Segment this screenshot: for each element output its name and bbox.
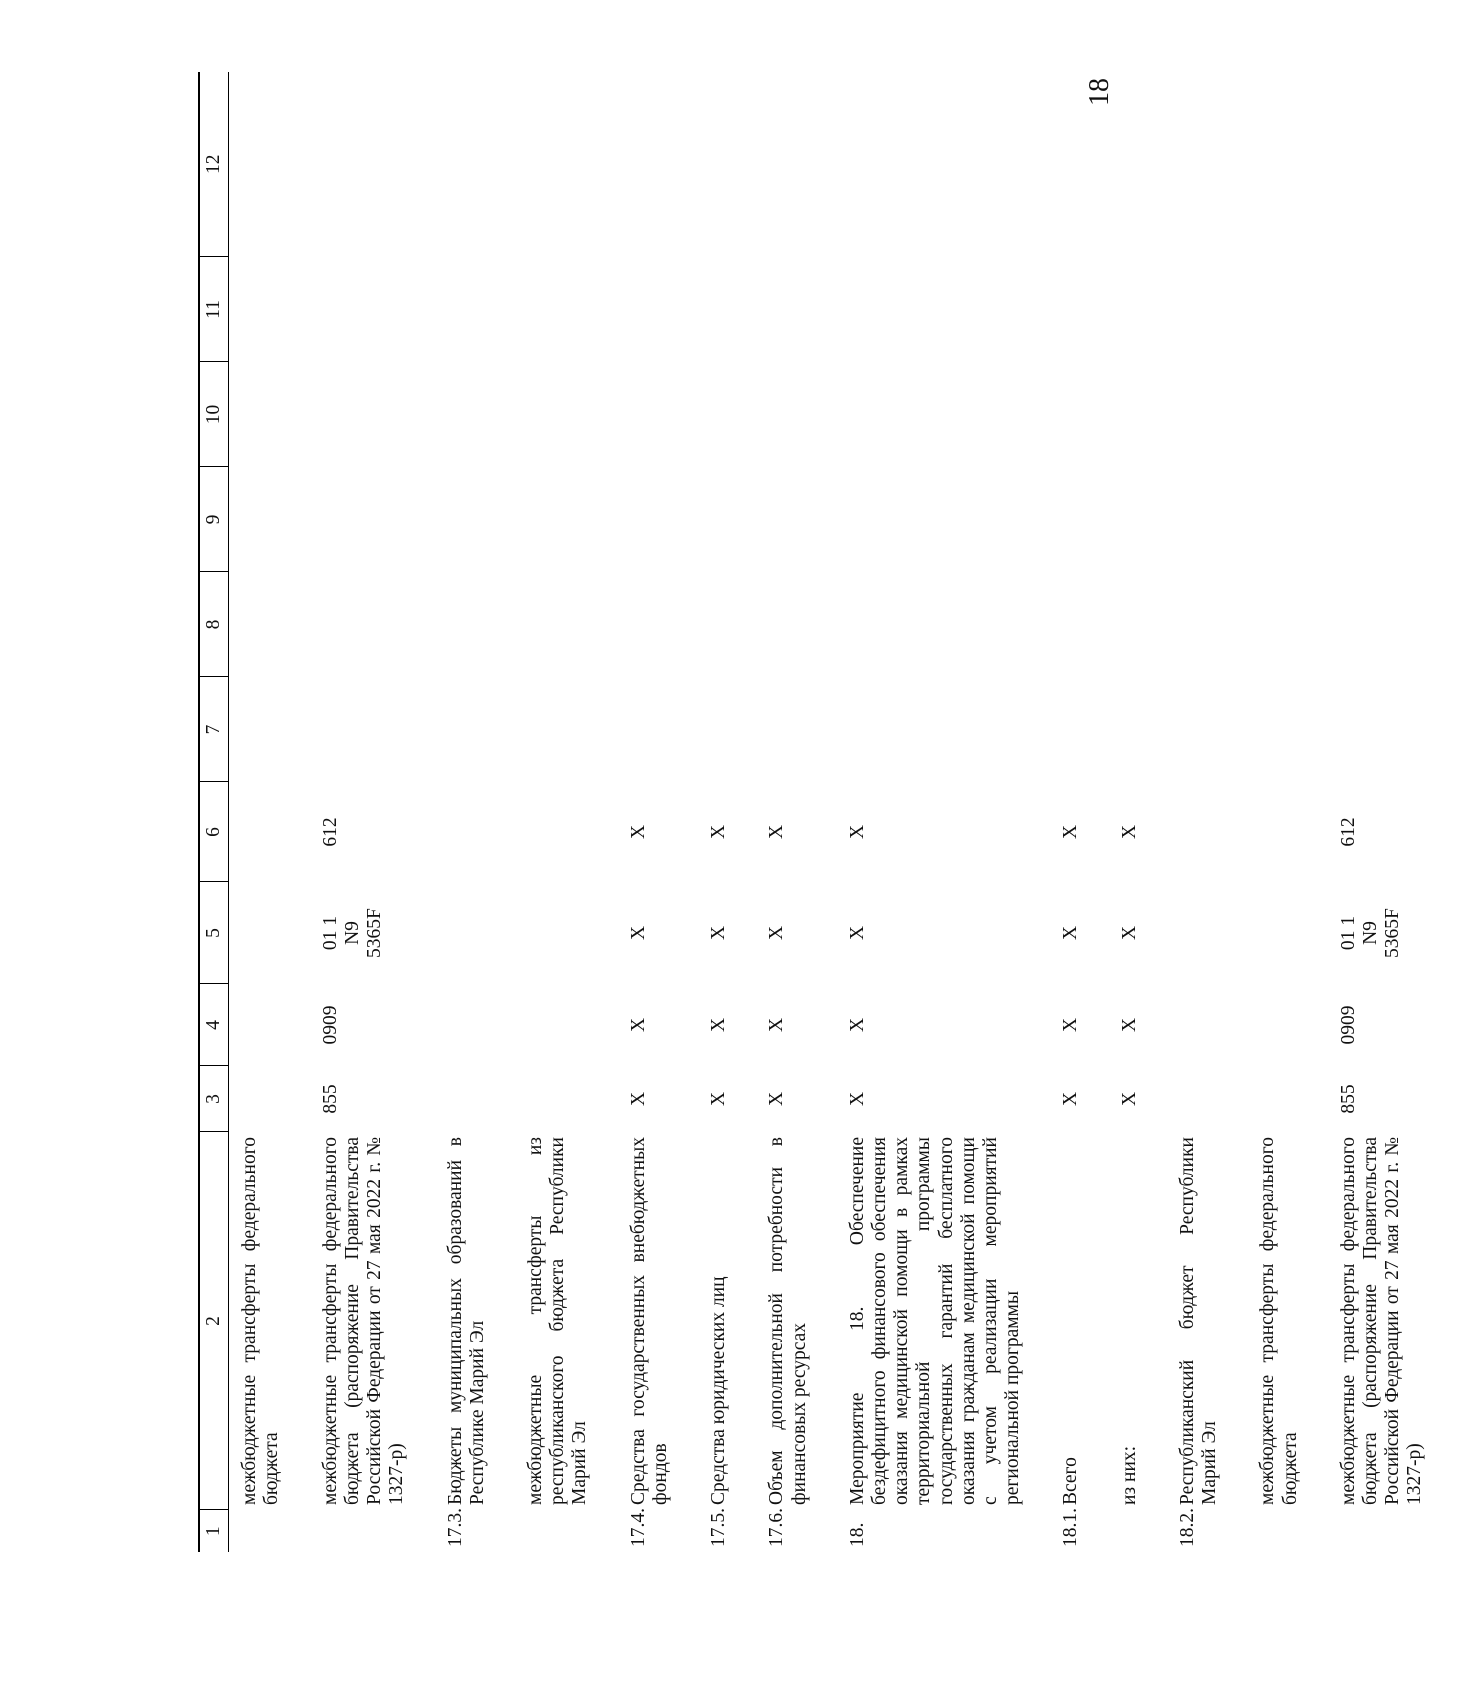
- cell-col4: [1257, 984, 1337, 1066]
- row-description: межбюджетные трансферты федерального бюджета (распоряжение Правительства Российской Федерации от 27 мая 2022 г. № 1327-р): [1337, 1137, 1426, 1505]
- column-header: 1: [199, 1510, 229, 1552]
- row-number: [525, 1510, 628, 1552]
- cell-col3: [525, 1066, 628, 1132]
- row-description: межбюджетные трансферты федерального бюджета (распоряжение Правительства Российской Федерации от 27 мая 2022 г. № 1327-р): [319, 1137, 408, 1505]
- cell-col6: X: [1118, 824, 1140, 840]
- row-description: межбюджетные трансферты из республиканского бюджета Республики Марий Эл: [524, 1137, 591, 1505]
- table-row: [1177, 72, 1257, 1552]
- table-row: [229, 72, 320, 1552]
- cell-col5: X: [1060, 925, 1082, 941]
- row-number: 17.4.: [627, 1508, 649, 1547]
- row-description: Всего: [1060, 1457, 1082, 1505]
- column-header: 9: [199, 467, 229, 572]
- cell-col4: X: [766, 1017, 788, 1033]
- row-number: [1257, 1510, 1337, 1552]
- table-row: [525, 72, 628, 1552]
- cell-col3: X: [708, 1091, 730, 1107]
- cell-col4: [1177, 984, 1257, 1066]
- column-header: 2: [199, 1132, 229, 1510]
- cell-col6: X: [846, 824, 868, 840]
- page-number: 18: [1084, 78, 1115, 106]
- column-header: 12: [199, 72, 229, 257]
- cell-col3: X: [766, 1091, 788, 1107]
- cell-col4: X: [1118, 1017, 1140, 1033]
- row-description: Республиканский бюджет Республики Марий Эл: [1176, 1137, 1221, 1505]
- cell-col4: X: [708, 1017, 730, 1033]
- row-number: [1338, 1510, 1463, 1552]
- column-header: 6: [199, 782, 229, 882]
- cell-col6: X: [1060, 824, 1082, 840]
- cell-col4: [525, 984, 628, 1066]
- cell-col5: X: [708, 925, 730, 941]
- cell-col5: X: [1118, 925, 1140, 941]
- table-row: [1257, 72, 1337, 1552]
- cell-col4: 0909: [1337, 1005, 1359, 1045]
- column-header: 11: [199, 257, 229, 362]
- table-row: [320, 72, 445, 1552]
- cell-col3: X: [846, 1091, 868, 1107]
- row-description: Средства государственных внебюджетных фондов: [627, 1137, 671, 1505]
- column-header: 5: [199, 882, 229, 984]
- cell-col4: X: [1060, 1017, 1082, 1033]
- cell-col5: 01 1 N9 5365F: [319, 908, 386, 958]
- row-description: Средства юридических лиц: [708, 1276, 730, 1505]
- column-header: 4: [199, 984, 229, 1066]
- cell-col5: [525, 882, 628, 984]
- row-description: Объем дополнительной потребности в финансовых ресурсах: [766, 1137, 810, 1505]
- table-row: [847, 72, 1061, 1552]
- column-header: 7: [199, 677, 229, 782]
- cell-col6: [1177, 782, 1257, 882]
- cell-col3: X: [1060, 1091, 1082, 1107]
- table-row: [445, 72, 525, 1552]
- cell-col5: 01 1 N9 5365F: [1337, 908, 1404, 958]
- table-header: [199, 72, 229, 1552]
- cell-col6: 612: [1337, 817, 1359, 847]
- column-header: 3: [199, 1066, 229, 1132]
- row-number: 18.2.: [1176, 1508, 1198, 1547]
- cell-col5: X: [627, 925, 649, 941]
- cell-col5: [1257, 882, 1337, 984]
- row-number: [320, 1510, 445, 1552]
- cell-col6: X: [627, 824, 649, 840]
- table-row: [1338, 72, 1463, 1552]
- cell-col3: [1257, 1066, 1337, 1132]
- table-row: [628, 72, 708, 1552]
- cell-col4: X: [846, 1017, 868, 1033]
- cell-col5: [445, 882, 525, 984]
- cell-col6: [525, 782, 628, 882]
- row-number: 18.1.: [1060, 1508, 1082, 1547]
- cell-col3: [229, 1066, 320, 1132]
- cell-col6: 612: [319, 817, 341, 847]
- table-row: [708, 72, 766, 1552]
- row-description: Мероприятие 18. Обеспечение бездефицитного финансового обеспечения оказания медицинской помощи в рамках территориальной программы государственных гарантий бесплатного оказания гражданам медицинской помощи с учетом реализации мероприятий региональной программы: [846, 1137, 1024, 1505]
- cell-col3: 855: [319, 1084, 341, 1114]
- cell-col5: [229, 882, 320, 984]
- row-description: межбюджетные трансферты федерального бюджета: [239, 1137, 283, 1505]
- cell-col3: [1177, 1066, 1257, 1132]
- column-header: 10: [199, 362, 229, 467]
- cell-col3: X: [627, 1091, 649, 1107]
- cell-col6: X: [766, 824, 788, 840]
- cell-col6: [445, 782, 525, 882]
- column-header: 8: [199, 572, 229, 677]
- row-description: Бюджеты муниципальных образований в Республике Марий Эл: [444, 1137, 488, 1505]
- cell-col5: X: [766, 925, 788, 941]
- cell-col4: X: [627, 1017, 649, 1033]
- cell-col6: [229, 782, 320, 882]
- row-number: [1119, 1510, 1177, 1552]
- cell-col5: X: [846, 925, 868, 941]
- table-row: [766, 72, 846, 1552]
- table-row: [1119, 72, 1177, 1552]
- row-number: [229, 1510, 320, 1552]
- cell-col5: [1177, 882, 1257, 984]
- cell-col3: X: [1118, 1091, 1140, 1107]
- row-number: 17.5.: [708, 1508, 730, 1547]
- row-number: 17.6.: [766, 1508, 788, 1547]
- cell-col3: 855: [1337, 1084, 1359, 1114]
- cell-col3: [445, 1066, 525, 1132]
- cell-col6: [1257, 782, 1337, 882]
- row-description: межбюджетные трансферты федерального бюджета: [1257, 1137, 1301, 1505]
- row-description: из них:: [1118, 1445, 1140, 1505]
- row-number: 18.: [846, 1522, 868, 1547]
- cell-col4: [229, 984, 320, 1066]
- cell-col4: 0909: [319, 1005, 341, 1045]
- table-row: [1060, 72, 1118, 1552]
- cell-col6: X: [708, 824, 730, 840]
- row-number: 17.3.: [444, 1508, 466, 1547]
- cell-col4: [445, 984, 525, 1066]
- budget-table: [198, 72, 1463, 1552]
